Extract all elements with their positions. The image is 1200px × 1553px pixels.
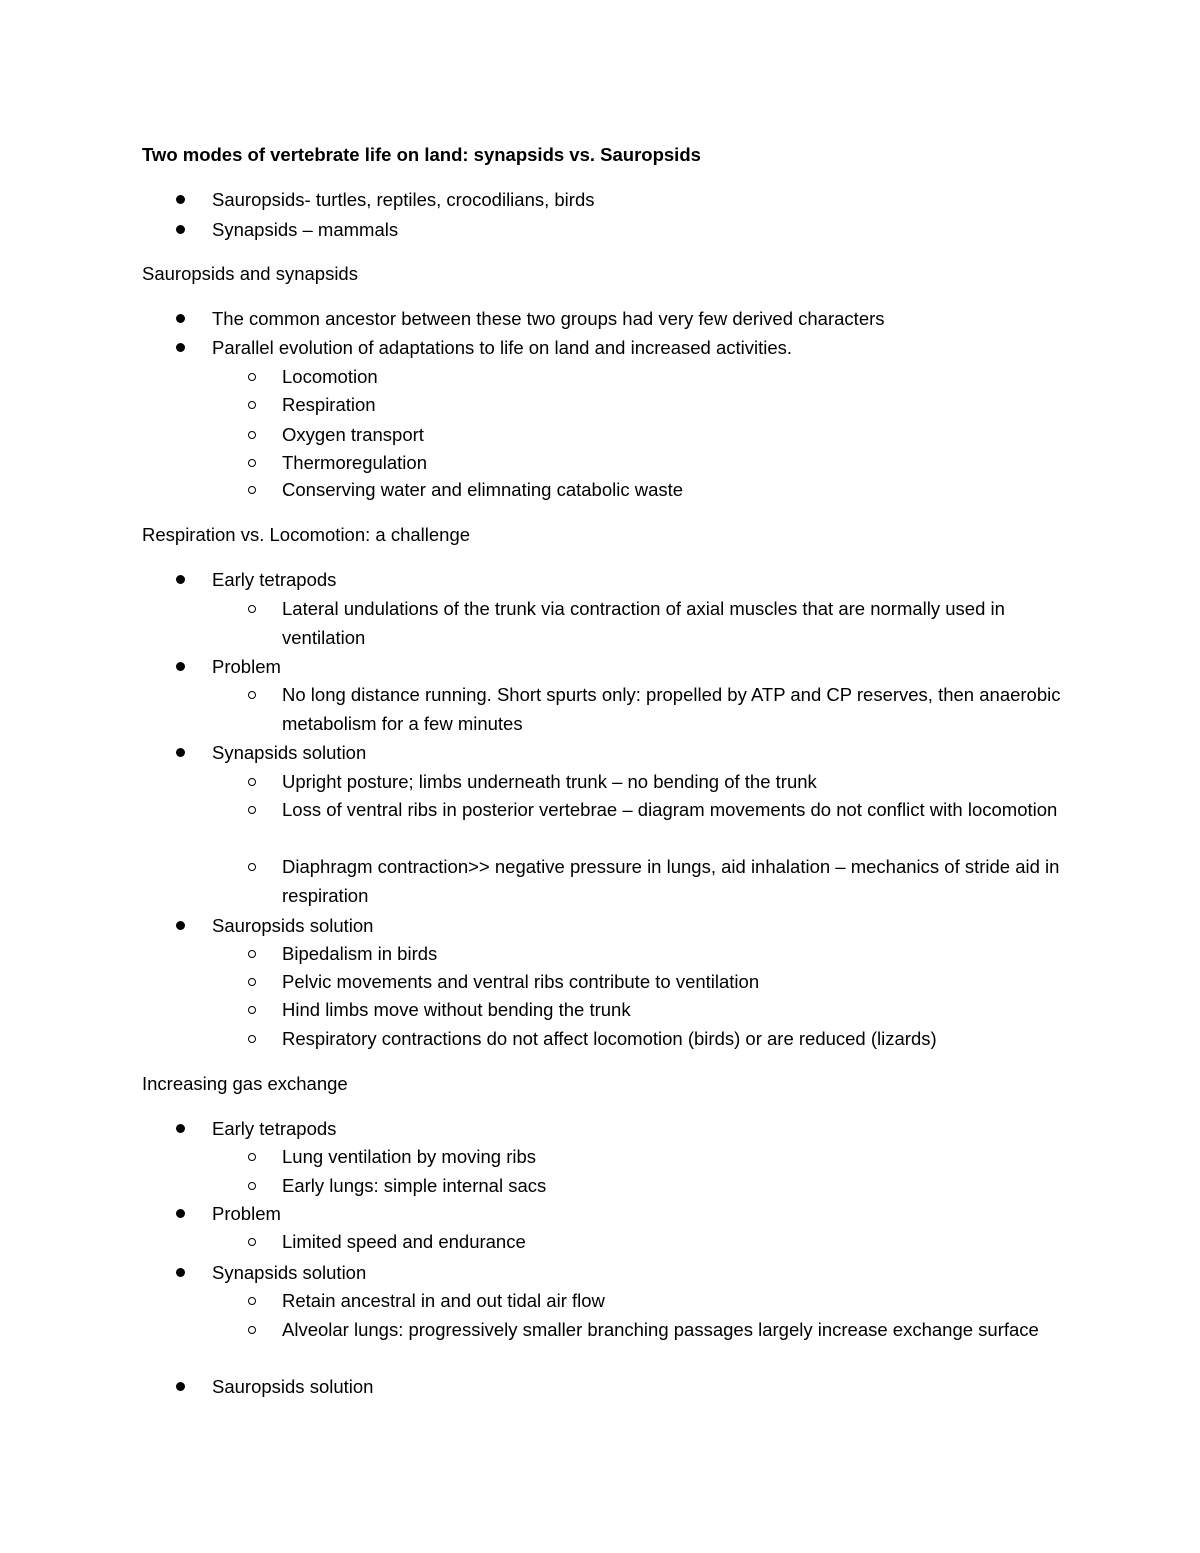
- sub-list-item-text: Bipedalism in birds: [282, 943, 438, 964]
- circle-bullet-icon: [248, 950, 256, 958]
- sub-list-item-text: Locomotion: [282, 366, 378, 387]
- sub-list-item: [282, 968, 1062, 997]
- circle-bullet-icon: [248, 1238, 256, 1246]
- sub-list-item-text: Alveolar lungs: progressively smaller branching passages largely increase exchange surface: [282, 1319, 1039, 1340]
- sub-list-item: [282, 363, 1062, 392]
- sub-list-item: [282, 796, 1062, 825]
- list-item: [212, 1259, 1072, 1288]
- sub-list-item-text: No long distance running. Short spurts only: propelled by ATP and CP reserves, then anaerobic metabolism for a few minutes: [282, 684, 1061, 734]
- sub-list-item: [282, 768, 1062, 797]
- list-item-text: Parallel evolution of adaptations to life on land and increased activities.: [212, 337, 793, 358]
- circle-bullet-icon: [248, 486, 256, 494]
- sub-list-item-text: Early lungs: simple internal sacs: [282, 1175, 547, 1196]
- circle-bullet-icon: [248, 431, 256, 439]
- sub-list-item-text: Hind limbs move without bending the trunk: [282, 999, 631, 1020]
- sub-list-item-text: Retain ancestral in and out tidal air flow: [282, 1290, 605, 1311]
- sub-list-item-text: Lung ventilation by moving ribs: [282, 1146, 537, 1167]
- sub-list-item-text: Pelvic movements and ventral ribs contribute to ventilation: [282, 971, 760, 992]
- circle-bullet-icon: [248, 778, 256, 786]
- sub-list-item: [282, 1172, 1062, 1201]
- sub-list-item: [282, 1287, 1062, 1316]
- bullet-icon: [176, 921, 185, 930]
- sub-list-item: [282, 1228, 1062, 1257]
- sub-list-item: [282, 391, 1062, 420]
- circle-bullet-icon: [248, 401, 256, 409]
- circle-bullet-icon: [248, 1182, 256, 1190]
- list-item-text: Early tetrapods: [212, 1118, 337, 1139]
- sub-list-item-text: Diaphragm contraction>> negative pressure in lungs, aid inhalation – mechanics of stride aid in respiration: [282, 856, 1060, 906]
- section-heading: Sauropsids and synapsids: [142, 263, 358, 284]
- sub-list-item: [282, 449, 1062, 478]
- list-item: [212, 653, 1072, 682]
- list-item-text: Early tetrapods: [212, 569, 337, 590]
- sub-list-item-text: Respiratory contractions do not affect locomotion (birds) or are reduced (lizards): [282, 1028, 937, 1049]
- bullet-icon: [176, 1382, 185, 1391]
- list-item: [212, 912, 1072, 941]
- bullet-icon: [176, 1124, 185, 1133]
- sub-list-item: [282, 476, 1062, 505]
- list-item-text: The common ancestor between these two groups had very few derived characters: [212, 308, 885, 329]
- section-heading: Increasing gas exchange: [142, 1073, 348, 1094]
- list-item-text: Synapsids solution: [212, 1262, 367, 1283]
- bullet-icon: [176, 314, 185, 323]
- circle-bullet-icon: [248, 1153, 256, 1161]
- circle-bullet-icon: [248, 978, 256, 986]
- circle-bullet-icon: [248, 806, 256, 814]
- list-item: [212, 216, 1072, 245]
- circle-bullet-icon: [248, 691, 256, 699]
- bullet-icon: [176, 1268, 185, 1277]
- bullet-icon: [176, 662, 185, 671]
- list-item-text: Sauropsids- turtles, reptiles, crocodilians, birds: [212, 189, 595, 210]
- circle-bullet-icon: [248, 863, 256, 871]
- sub-list-item: [282, 996, 1062, 1025]
- sub-list-item: [282, 940, 1062, 969]
- bullet-icon: [176, 195, 185, 204]
- circle-bullet-icon: [248, 459, 256, 467]
- circle-bullet-icon: [248, 1006, 256, 1014]
- list-item-text: Synapsids – mammals: [212, 219, 399, 240]
- sub-list-item-text: Upright posture; limbs underneath trunk – no bending of the trunk: [282, 771, 817, 792]
- sub-list-item-text: Oxygen transport: [282, 424, 424, 445]
- sub-list-item: [282, 1143, 1062, 1172]
- list-item-text: Problem: [212, 656, 281, 677]
- circle-bullet-icon: [248, 605, 256, 613]
- bullet-icon: [176, 748, 185, 757]
- list-item: [212, 739, 1072, 768]
- list-item-text: Problem: [212, 1203, 281, 1224]
- list-item: [212, 1115, 1072, 1144]
- list-item: [212, 1373, 1072, 1402]
- sub-list-item: [282, 421, 1062, 450]
- list-item-text: Sauropsids solution: [212, 915, 374, 936]
- list-item: [212, 305, 1072, 334]
- list-item-text: Sauropsids solution: [212, 1376, 374, 1397]
- sub-list-item-text: Loss of ventral ribs in posterior vertebrae – diagram movements do not conflict with locomotion: [282, 799, 1058, 820]
- sub-list-item-text: Conserving water and elimnating catabolic waste: [282, 479, 684, 500]
- list-item: [212, 186, 1072, 215]
- list-item: [212, 334, 1072, 363]
- sub-list-item-text: Thermoregulation: [282, 452, 427, 473]
- sub-list-item-text: Lateral undulations of the trunk via contraction of axial muscles that are normally used in ventilation: [282, 598, 1005, 648]
- list-item-text: Synapsids solution: [212, 742, 367, 763]
- bullet-icon: [176, 343, 185, 352]
- circle-bullet-icon: [248, 1297, 256, 1305]
- list-item: [212, 1200, 1072, 1229]
- sub-list-item: [282, 1316, 1062, 1345]
- circle-bullet-icon: [248, 1326, 256, 1334]
- circle-bullet-icon: [248, 373, 256, 381]
- list-item: [212, 566, 1072, 595]
- sub-list-item-text: Limited speed and endurance: [282, 1231, 526, 1252]
- bullet-icon: [176, 225, 185, 234]
- sub-list-item: [282, 853, 1062, 910]
- section-heading: Two modes of vertebrate life on land: synapsids vs. Sauropsids: [142, 144, 701, 165]
- sub-list-item-text: Respiration: [282, 394, 376, 415]
- bullet-icon: [176, 575, 185, 584]
- sub-list-item: [282, 595, 1062, 652]
- circle-bullet-icon: [248, 1035, 256, 1043]
- sub-list-item: [282, 681, 1062, 738]
- sub-list-item: [282, 1025, 1062, 1054]
- section-heading: Respiration vs. Locomotion: a challenge: [142, 524, 471, 545]
- bullet-icon: [176, 1209, 185, 1218]
